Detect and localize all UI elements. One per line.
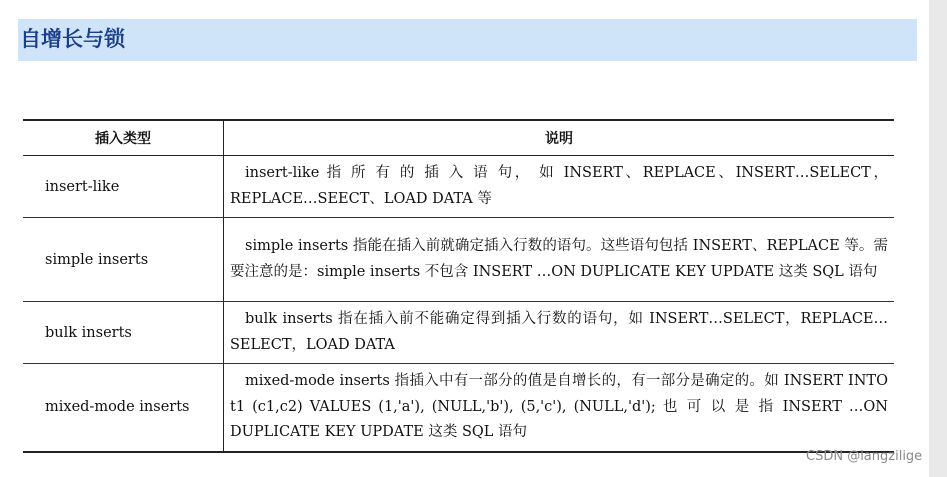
insert-types-table [23, 119, 894, 453]
insert-type-cell: insert-like [23, 156, 224, 218]
section-title-bar [18, 19, 917, 61]
description-text: insert-like 指 所 有 的 插 入 语 句， 如 INSERT、REPLACE、INSERT…SELECT，REPLACE…SEECT、LOAD DATA 等 [230, 165, 888, 207]
table-row [23, 156, 894, 218]
insert-type-cell: simple inserts [23, 218, 224, 302]
table-row [23, 364, 894, 452]
description-cell [224, 156, 895, 218]
table-row [23, 218, 894, 302]
description-cell [224, 364, 895, 452]
header-description: 说明 [224, 120, 895, 156]
description-text: bulk inserts 指在插入前不能确定得到插入行数的语句，如 INSERT…SELECT，REPLACE…SELECT，LOAD DATA [230, 311, 888, 353]
description-cell [224, 218, 895, 302]
description-text: simple inserts 指能在插入前就确定插入行数的语句。这些语句包括 INSERT、REPLACE 等。需要注意的是：simple inserts 不包含 INSERT …ON DUPLICATE KEY UPDATE 这类 SQL 语句 [230, 238, 888, 280]
insert-type-cell: bulk inserts [23, 302, 224, 364]
header-insert-type: 插入类型 [23, 120, 224, 156]
csdn-watermark: CSDN @langzilige [806, 449, 923, 464]
section-title: 自增长与锁 [20, 27, 125, 51]
table-row [23, 302, 894, 364]
description-text: mixed-mode inserts 指插入中有一部分的值是自增长的，有一部分是确定的。如 INSERT INTO t1 (c1,c2) VALUES (1,'a'), (NULL,'b'), (5,'c'), (NULL,'d'); 也 可 以 是 指 INSERT …ON DUPLICATE KEY UPDATE 这类 SQL 语句 [230, 373, 888, 440]
description-cell [224, 302, 895, 364]
insert-type-cell: mixed-mode inserts [23, 364, 224, 452]
table-header-row [23, 120, 894, 156]
page-edge-strip [929, 0, 947, 477]
